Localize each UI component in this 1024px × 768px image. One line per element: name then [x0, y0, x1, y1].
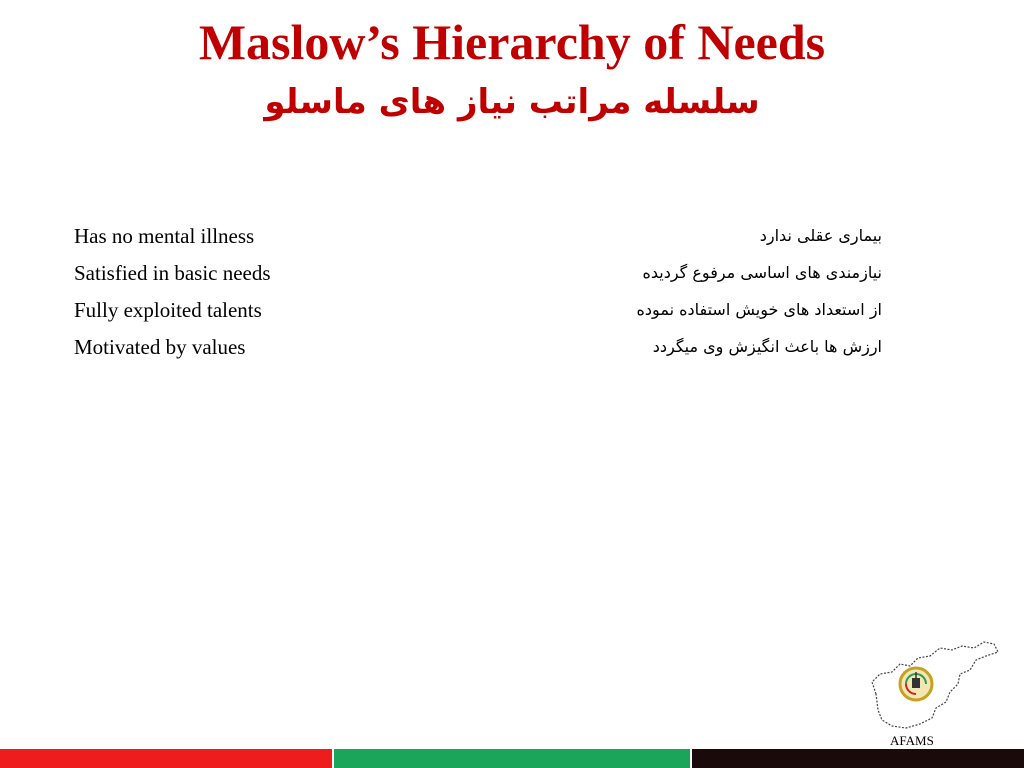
item-fa-4: ارزش ها باعث انگیزش وی میگردد: [652, 337, 882, 356]
item-fa-2: نیازمندی های اساسی مرفوع گردیده: [642, 263, 882, 282]
item-en-4: Motivated by values: [74, 335, 246, 359]
item-en-2: Satisfied in basic needs: [74, 261, 271, 285]
footer-bar-green: [334, 749, 690, 768]
item-fa-3: از استعداد های خویش استفاده نموده: [636, 300, 882, 319]
item-en-1: Has no mental illness: [74, 224, 255, 248]
footer-bar-red: [0, 749, 332, 768]
item-en-3: Fully exploited talents: [74, 298, 262, 322]
item-fa-1: بیماری عقلی ندارد: [759, 226, 882, 245]
afghanistan-map-emblem-icon: [866, 636, 1002, 736]
slide-subtitle-persian: سلسله مراتب نیاز های ماسلو: [264, 82, 760, 122]
footer-bar-black: [692, 749, 1024, 768]
slide-title: Maslow’s Hierarchy of Needs: [198, 14, 826, 70]
organization-label: AFAMS: [890, 733, 934, 748]
